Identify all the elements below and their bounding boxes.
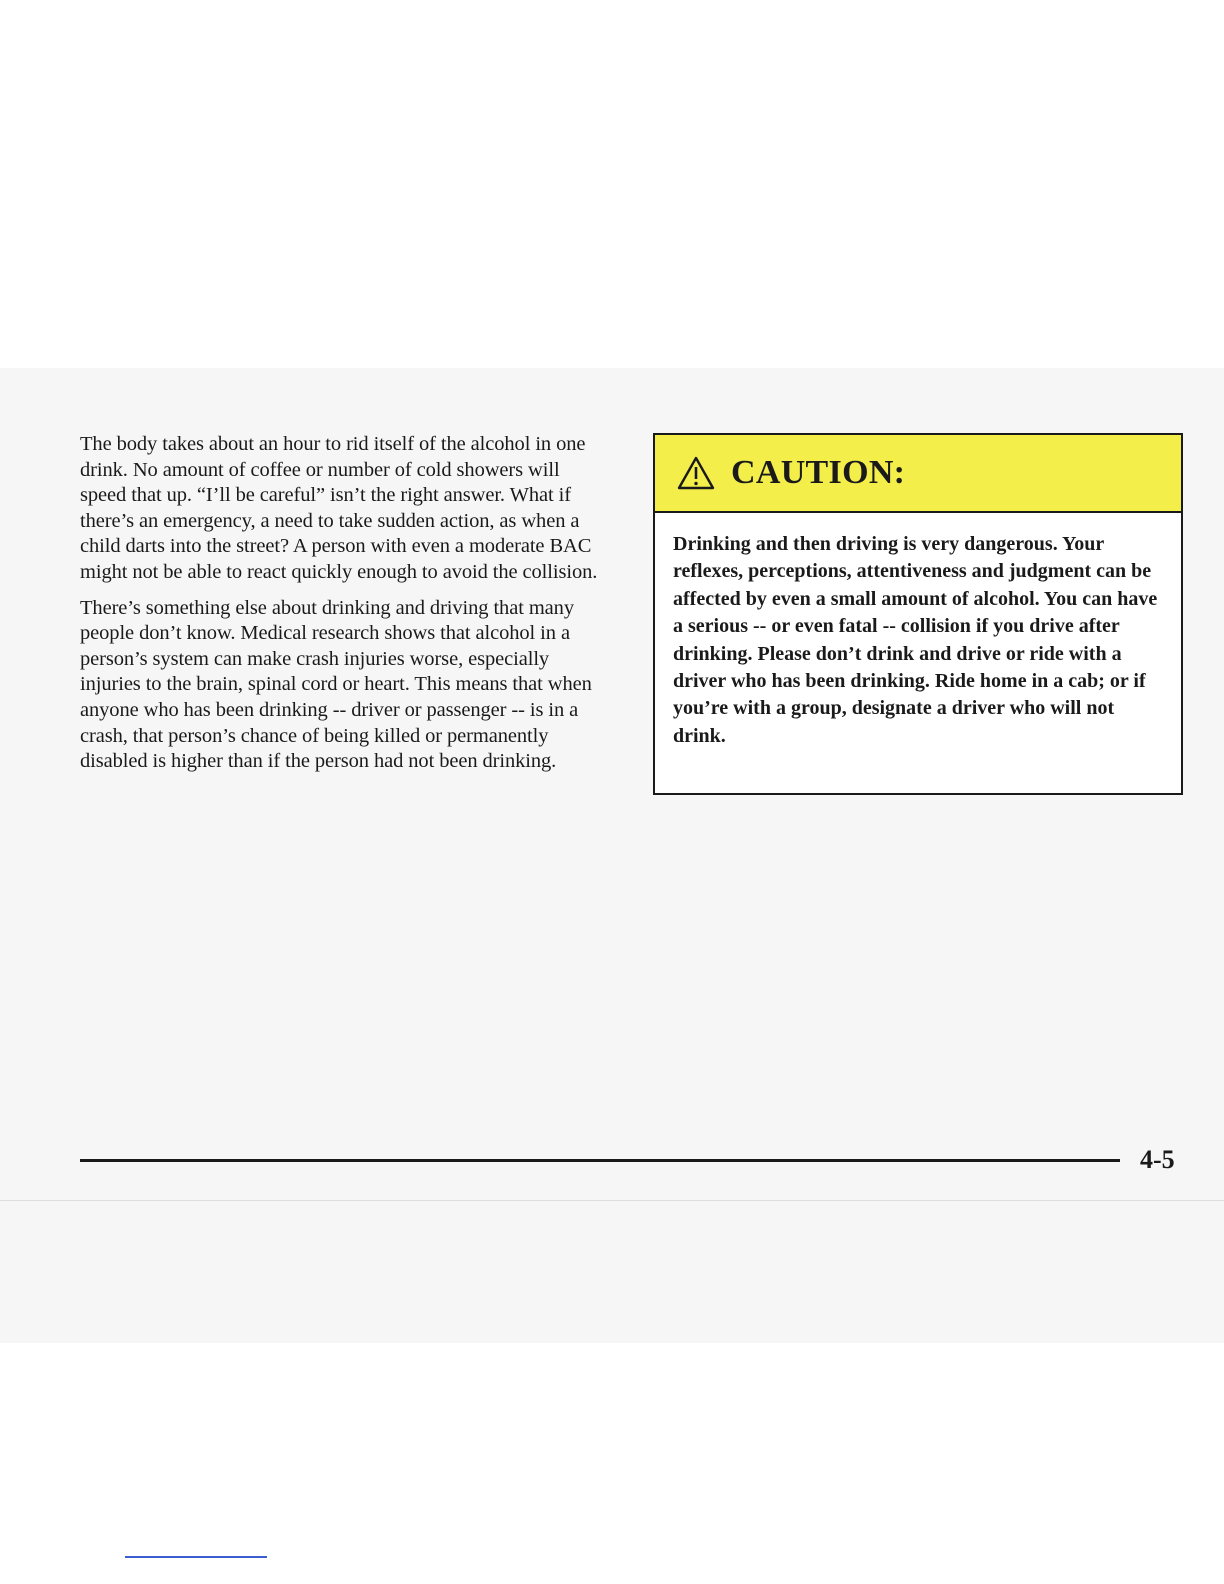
caution-header (655, 435, 1181, 513)
caution-text: Drinking and then driving is very dangerous. Your reflexes, perceptions, attentiveness and judgment can be affected by even a small amount of alcohol. You can have a serious -- or even fatal -- collision if you drive after drinking. Please don’t drink and drive or ride with a driver who has been drinking. Ride home in a cab; or if you’re with a group, designate a driver who will not drink. (673, 533, 1158, 747)
body-text-column (80, 432, 610, 785)
page-number: 4-5 (1140, 1145, 1175, 1174)
warning-triangle-icon (677, 456, 715, 490)
footer-rule (80, 1159, 1120, 1162)
body-paragraph-2: There’s something else about drinking and driving that many people don’t know. Medical research shows that alcohol in a person’s system can make crash injuries worse, especially injuries to the brain, spinal cord or heart. This means that when anyone who has been drinking -- driver or passenger -- is in a crash, that person’s chance of being killed or permanently disabled is higher than if the person had not been drinking. (80, 596, 592, 773)
caution-title: CAUTION: (731, 454, 906, 491)
scan-divider (0, 1200, 1224, 1201)
caution-box (653, 433, 1183, 795)
body-paragraph-1: The body takes about an hour to rid itself of the alcohol in one drink. No amount of coffee or number of cold showers will speed that up. “I’ll be careful” isn’t the right answer. What if there’s an emergency, a need to take sudden action, as when a child darts into the street? A person with even a moderate BAC might not be able to react quickly enough to avoid the collision. (80, 433, 598, 583)
bottom-mark (125, 1556, 267, 1558)
